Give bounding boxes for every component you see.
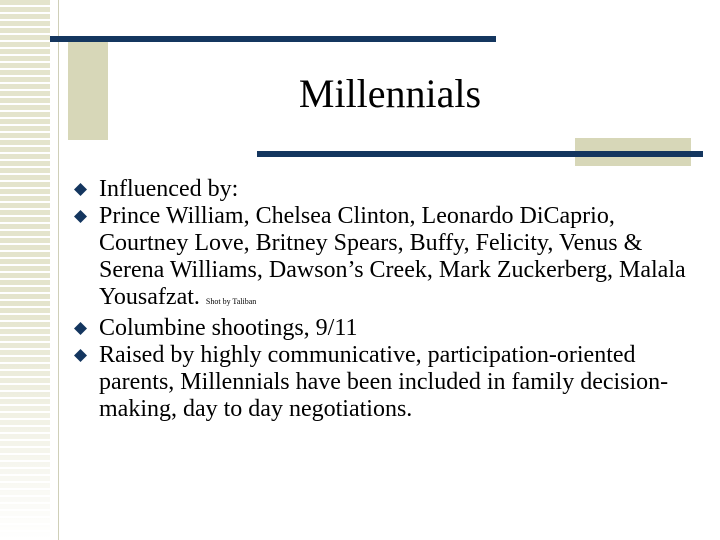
bullet-text: Influenced by:	[99, 176, 239, 202]
bullet-list	[70, 176, 690, 423]
left-vertical-rule	[58, 0, 59, 540]
bullet-footnote: Shot by Taliban	[205, 297, 257, 306]
left-stripes-fade	[0, 300, 50, 540]
bullet-item-influencers	[70, 203, 690, 315]
bullet-item-influenced-by	[70, 176, 690, 203]
slide-title: Millennials	[298, 71, 482, 116]
bottom-accent-bar	[257, 151, 703, 157]
top-accent-bar	[50, 36, 496, 42]
bullet-item-events	[70, 315, 690, 342]
diamond-bullet-icon	[74, 210, 87, 223]
bullet-text: Columbine shootings, 9/11	[99, 315, 358, 341]
top-accent-block	[68, 40, 108, 140]
diamond-bullet-icon	[74, 349, 87, 362]
bullet-text: Prince William, Chelsea Clinton, Leonardo DiCaprio, Courtney Love, Britney Spears, Buffy, Felicity, Venus & Serena Williams, Dawson’s Creek, Mark Zuckerberg, Malala Yousafzat.	[99, 203, 686, 310]
diamond-bullet-icon	[74, 183, 87, 196]
diamond-bullet-icon	[74, 322, 87, 335]
bullet-item-upbringing	[70, 342, 690, 423]
bullet-text: Raised by highly communicative, participation-oriented parents, Millennials have been included in family decision-making, day to day negotiations.	[99, 342, 669, 422]
